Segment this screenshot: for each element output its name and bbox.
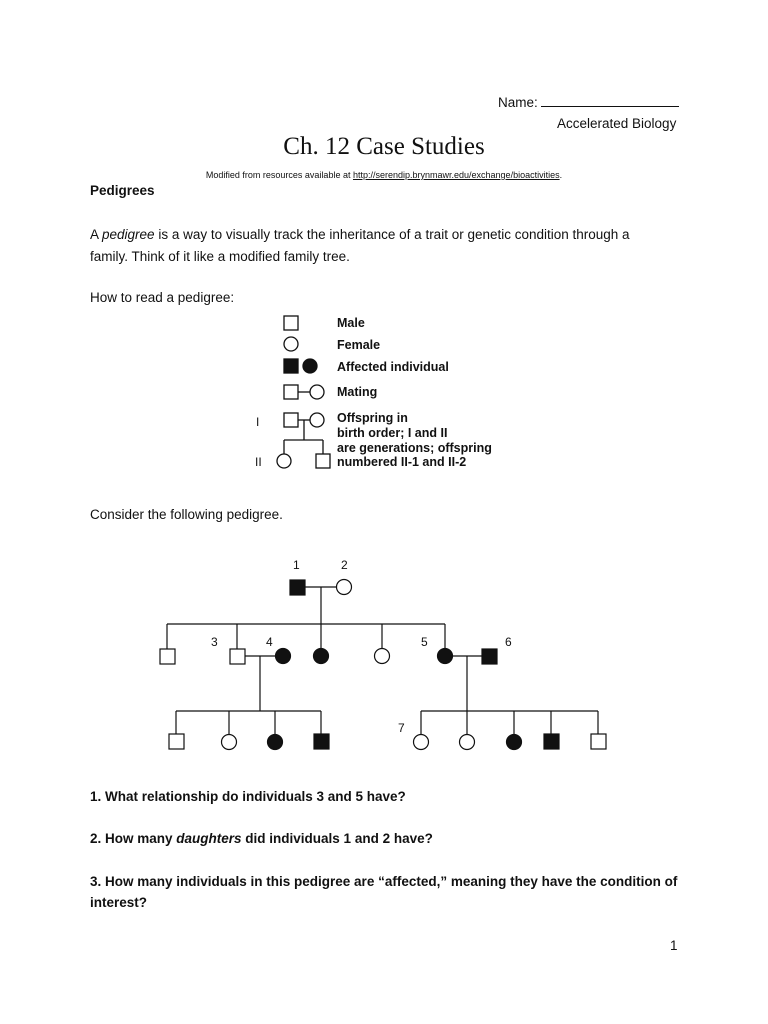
individual-1-affected-male [290, 580, 305, 595]
gen3-female [460, 735, 475, 750]
individual-7-female [414, 735, 429, 750]
label-4: 4 [266, 635, 273, 649]
page-number: 1 [670, 938, 678, 953]
page-title: Ch. 12 Case Studies [283, 133, 485, 160]
gen3-affected-male [544, 734, 559, 749]
legend-mating-label: Mating [337, 385, 378, 399]
source-link[interactable]: http://serendip.brynmawr.edu/exchange/bioactivities [352, 170, 560, 180]
gen3-affected-female [268, 735, 283, 750]
label-3: 3 [211, 635, 218, 649]
legend-offspring-line-4: numbered II-1 and II-2 [337, 455, 467, 469]
gen3-affected-male [314, 734, 329, 749]
legend-offspring-line-1: Offspring in [337, 411, 408, 425]
legend-male-label: Male [337, 316, 365, 330]
individual-2-female [337, 580, 352, 595]
label-1: 1 [293, 558, 300, 572]
label-6: 6 [505, 635, 512, 649]
gen3-female [222, 735, 237, 750]
gen2-affected-female [314, 649, 329, 664]
individual-5-affected-female [438, 649, 453, 664]
gen2-male [160, 649, 175, 664]
label-2: 2 [341, 558, 348, 572]
legend-generation-2: II [255, 455, 262, 469]
source-credit: Modified from resources available at http://serendip.brynmawr.edu/exchange/bioactivities. [205, 170, 563, 180]
question-1: 1. What relationship do individuals 3 and 5 have? [90, 789, 406, 804]
course-name: Accelerated Biology [557, 116, 677, 131]
legend-offspring-line-3: are generations; offspring [337, 441, 492, 455]
intro-paragraph: A pedigree is a way to visually track the inheritance of a trait or genetic condition through a family. Think of it like a modified family tree. [90, 227, 630, 264]
section-heading: Pedigrees [90, 183, 155, 198]
individual-6-affected-male [482, 649, 497, 664]
how-to-read-label: How to read a pedigree: [90, 290, 235, 305]
legend-generation-1: I [256, 415, 260, 429]
label-5: 5 [421, 635, 428, 649]
gen2-female [375, 649, 390, 664]
legend-offspring-line-2: birth order; I and II [337, 426, 448, 440]
consider-text: Consider the following pedigree. [90, 507, 283, 522]
gen3-male [169, 734, 184, 749]
label-7: 7 [398, 721, 405, 735]
term-daughters: daughters [176, 831, 242, 846]
legend-affected-label: Affected individual [337, 360, 449, 374]
individual-3-male [230, 649, 245, 664]
gen3-affected-female [507, 735, 522, 750]
question-3: 3. How many individuals in this pedigree are “affected,” meaning they have the condition of interest? [90, 874, 678, 910]
gen3-male [591, 734, 606, 749]
credit-text: Modified from resources available at [205, 170, 353, 180]
term-pedigree: pedigree [102, 227, 155, 242]
legend-female-label: Female [337, 338, 381, 352]
question-2: 2. How many daughters did individuals 1 and 2 have? [90, 831, 433, 846]
name-label: Name: [498, 95, 538, 110]
individual-4-affected-female [276, 649, 291, 664]
